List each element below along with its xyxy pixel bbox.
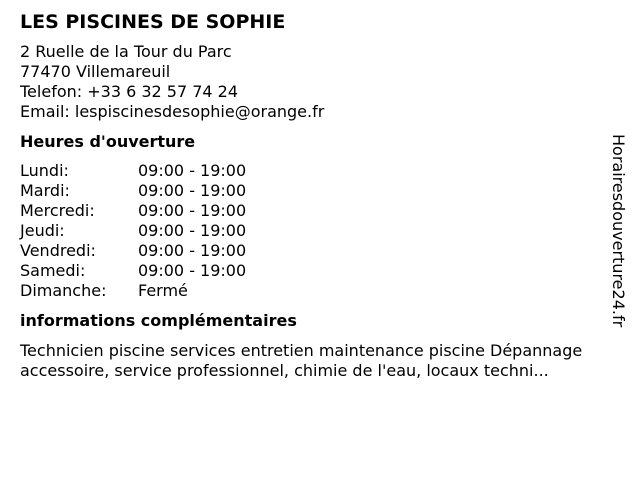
day-label: Samedi: [20, 261, 86, 280]
additional-info-heading: informations complémentaires [20, 311, 297, 330]
business-description: Technicien piscine services entretien maintenance piscine Dépannage accessoire, service professionnel, chimie de l'eau, locaux techni... [20, 341, 583, 380]
time-value: 09:00 - 19:00 [138, 161, 247, 180]
day-label: Jeudi: [20, 221, 65, 240]
hours-row-monday [20, 161, 600, 181]
business-card [20, 8, 600, 381]
phone-number: Telefon: +33 6 32 57 74 24 [20, 82, 239, 101]
hours-row-saturday [20, 261, 600, 281]
time-value: 09:00 - 19:00 [138, 221, 247, 240]
email-address: Email: lespiscinesdesophie@orange.fr [20, 102, 325, 121]
address-block [20, 42, 600, 122]
hours-row-wednesday [20, 201, 600, 221]
hours-row-thursday [20, 221, 600, 241]
site-watermark: Horairesdouverture24.fr [609, 134, 628, 328]
day-label: Mardi: [20, 181, 70, 200]
day-label: Vendredi: [20, 241, 96, 260]
postal-city: 77470 Villemareuil [20, 62, 171, 81]
day-label: Dimanche: [20, 281, 107, 300]
opening-hours-heading: Heures d'ouverture [20, 132, 196, 151]
time-value: Fermé [138, 281, 188, 300]
day-label: Lundi: [20, 161, 69, 180]
opening-hours-table [20, 161, 600, 301]
time-value: 09:00 - 19:00 [138, 241, 247, 260]
day-label: Mercredi: [20, 201, 95, 220]
time-value: 09:00 - 19:00 [138, 181, 247, 200]
hours-row-friday [20, 241, 600, 261]
street-address: 2 Ruelle de la Tour du Parc [20, 42, 232, 61]
time-value: 09:00 - 19:00 [138, 261, 247, 280]
hours-row-sunday [20, 281, 600, 301]
hours-row-tuesday [20, 181, 600, 201]
business-name: LES PISCINES DE SOPHIE [20, 11, 286, 33]
time-value: 09:00 - 19:00 [138, 201, 247, 220]
